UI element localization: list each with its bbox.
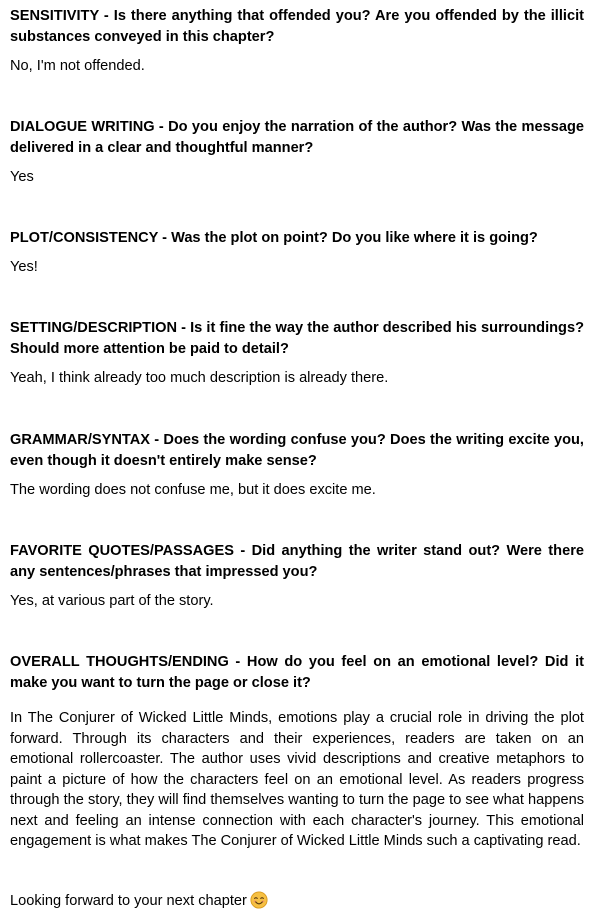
section-grammar-syntax (10, 430, 584, 501)
question-dialogue-writing: DIALOGUE WRITING - Do you enjoy the narration of the author? Was the message delivered in a clear and thoughtful manner? (10, 119, 584, 156)
smiling-face-emoji-icon (250, 891, 268, 909)
answer-plot-consistency: Yes! (10, 259, 38, 275)
question-setting-description: SETTING/DESCRIPTION - Is it fine the way the author described his surroundings? Should more attention be paid to detail? (10, 320, 584, 357)
section-sensitivity (10, 6, 584, 77)
section-setting-description (10, 318, 584, 389)
section-favorite-quotes (10, 541, 584, 612)
section-plot-consistency (10, 228, 584, 278)
question-plot-consistency: PLOT/CONSISTENCY - Was the plot on point? Do you like where it is going? (10, 230, 538, 246)
answer-favorite-quotes: Yes, at various part of the story. (10, 593, 214, 609)
question-overall-thoughts: OVERALL THOUGHTS/ENDING - How do you feel on an emotional level? Did it make you want to turn the page or close it? (10, 654, 584, 691)
answer-dialogue-writing: Yes (10, 169, 34, 185)
closing-line (10, 891, 584, 911)
answer-grammar-syntax: The wording does not confuse me, but it does excite me. (10, 482, 376, 498)
section-overall-thoughts (10, 652, 584, 852)
answer-overall-thoughts: In The Conjurer of Wicked Little Minds, emotions play a crucial role in driving the plot forward. Through its characters and their experiences, readers are taken on an emotional rollercoaster. The author uses vivid descriptions and creative metaphors to paint a picture of how the characters feel on an emotional level. As readers progress through the story, they will find themselves wanting to turn the page to see what happens next and feeling an intense connection with each character's journey. This emotional engagement is what makes The Conjurer of Wicked Little Minds such a captivating read. (10, 710, 584, 849)
section-dialogue-writing (10, 117, 584, 188)
answer-setting-description: Yeah, I think already too much description is already there. (10, 370, 389, 386)
question-grammar-syntax: GRAMMAR/SYNTAX - Does the wording confuse you? Does the writing excite you, even though it doesn't entirely make sense? (10, 432, 584, 469)
question-sensitivity: SENSITIVITY - Is there anything that offended you? Are you offended by the illicit substances conveyed in this chapter? (10, 8, 584, 45)
closing-text: Looking forward to your next chapter (10, 893, 247, 909)
answer-sensitivity: No, I'm not offended. (10, 58, 145, 74)
question-favorite-quotes: FAVORITE QUOTES/PASSAGES - Did anything the writer stand out? Were there any sentences/phrases that impressed you? (10, 543, 584, 580)
